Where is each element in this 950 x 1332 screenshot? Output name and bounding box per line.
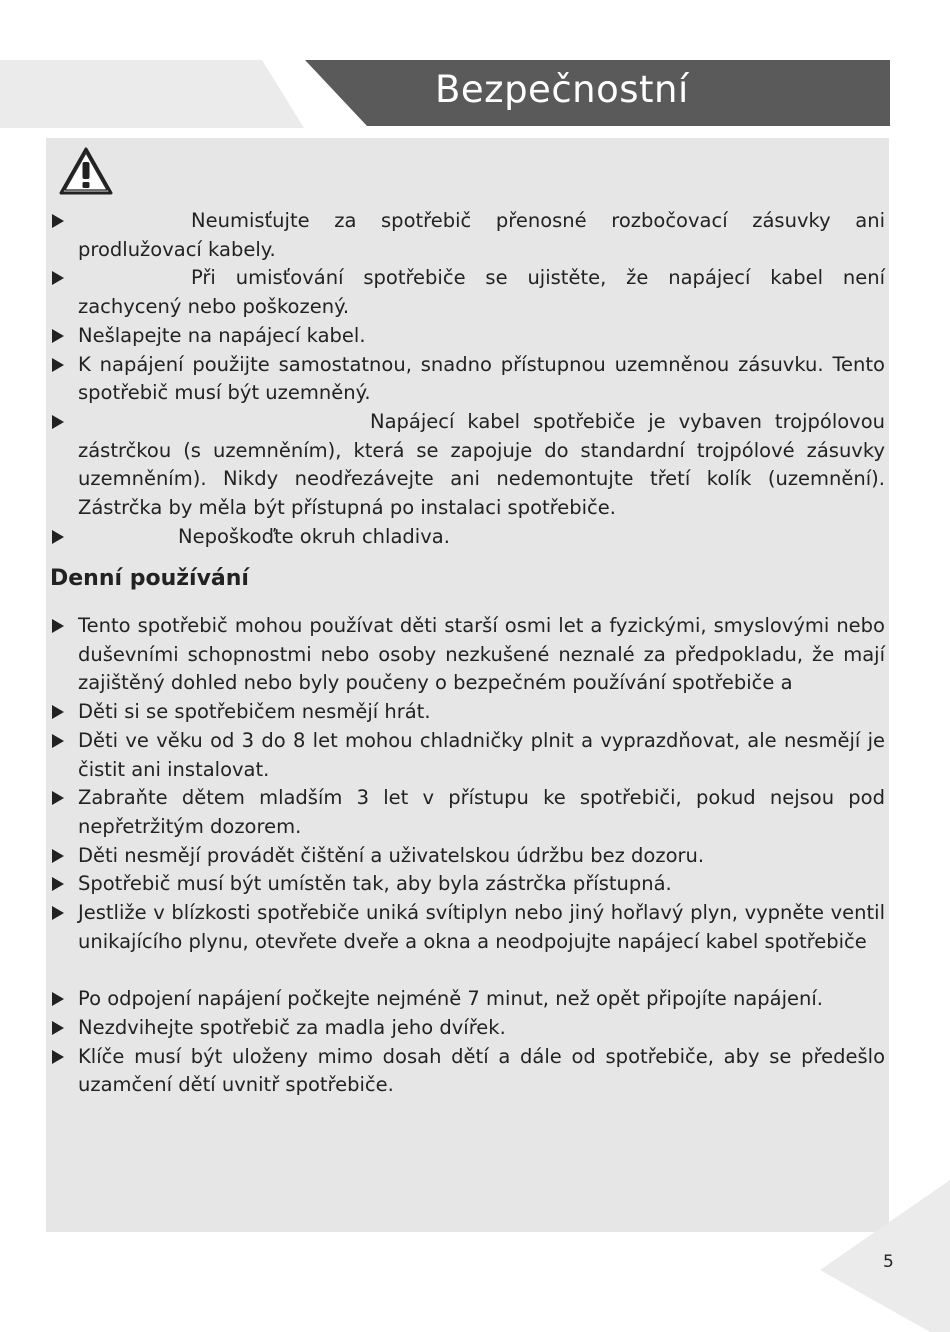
list-item-text: Při umisťování spotřebiče se ujistěte, že napájecí kabel není zachycený nebo poškozený. <box>78 266 885 319</box>
list-item <box>50 523 885 552</box>
list-item <box>50 842 885 871</box>
list-item <box>50 1014 885 1043</box>
list-item <box>50 207 885 264</box>
list-item-text: Tento spotřebič mohou používat děti starší osmi let a fyzickými, smyslovými nebo duševními schopnostmi nebo osoby nezkušené neznalé za předpokladu, že mají zajištěný dohled nebo byly poučeny o bezpečném používání spotřebiče a <box>78 614 885 695</box>
bullet-icon <box>52 329 64 343</box>
list-item <box>50 351 885 408</box>
bullet-icon <box>52 849 64 863</box>
bullet-icon <box>52 705 64 719</box>
bullet-icon <box>52 734 64 748</box>
list-item-text: Nešlapejte na napájecí kabel. <box>78 323 366 347</box>
warning-triangle-icon <box>58 145 114 197</box>
list-item <box>50 727 885 784</box>
daily-use-list <box>50 612 885 1100</box>
list-item-text: K napájení použijte samostatnou, snadno přístupnou uzemněnou zásuvku. Tento spotřebič musí být uzemněný. <box>78 352 885 405</box>
header-decoration-left <box>0 60 310 128</box>
list-item-text: Napájecí kabel spotřebiče je vybaven trojpólovou zástrčkou (s uzemněním), která se zapojuje do standardní trojpólové zásuvky uzemněním). Nikdy neodřezávejte ani nedemontujte třetí kolík (uzemnění). Zástrčka by měla být přístupná po instalaci spotřebiče. <box>78 409 885 520</box>
list-item-text: Klíče musí být uloženy mimo dosah dětí a dále od spotřebiče, aby se předešlo uzamčení dětí uvnitř spotřebiče. <box>78 1044 885 1097</box>
list-item-text: Nepoškoďte okruh chladiva. <box>178 524 450 548</box>
bullet-icon <box>52 906 64 920</box>
section-heading: Denní používání <box>50 566 249 591</box>
list-item-text: Po odpojení napájení počkejte nejméně 7 minut, než opět připojíte napájení. <box>78 987 823 1011</box>
list-item <box>50 870 885 899</box>
bullet-icon <box>52 619 64 633</box>
page-number: 5 <box>883 1252 894 1272</box>
list-item-text: Nezdvihejte spotřebič za madla jeho dvířek. <box>78 1015 506 1039</box>
list-item-text: Děti si se spotřebičem nesmějí hrát. <box>78 700 431 724</box>
list-item <box>50 698 885 727</box>
page-title: Bezpečnostní <box>435 68 689 111</box>
list-item <box>50 408 885 523</box>
corner-decoration <box>780 1180 950 1332</box>
bullet-icon <box>52 530 64 544</box>
list-item <box>50 899 885 956</box>
warning-list <box>50 207 885 551</box>
list-item-text: Spotřebič musí být umístěn tak, aby byla zástrčka přístupná. <box>78 872 672 896</box>
list-item-text: Jestliže v blízkosti spotřebiče uniká svítiplyn nebo jiný hořlavý plyn, vypněte ventil unikajícího plynu, otevřete dveře a okna a neodpojujte napájecí kabel spotřebiče <box>78 901 885 953</box>
list-item <box>50 264 885 321</box>
bullet-icon <box>52 1050 64 1064</box>
bullet-icon <box>52 214 64 228</box>
bullet-icon <box>52 791 64 805</box>
bullet-icon <box>52 992 64 1006</box>
list-item <box>50 612 885 698</box>
bullet-icon <box>52 271 64 285</box>
list-item <box>50 322 885 351</box>
list-item-text: Děti nesmějí provádět čištění a uživatelskou údržbu bez dozoru. <box>78 843 705 867</box>
bullet-icon <box>52 358 64 372</box>
list-item <box>50 1043 885 1100</box>
bullet-icon <box>52 877 64 891</box>
list-item <box>50 784 885 841</box>
bullet-icon <box>52 415 64 429</box>
list-item-text: Neumisťujte za spotřebič přenosné rozbočovací zásuvky ani prodlužovací kabely. <box>78 209 885 261</box>
list-item-text: Děti ve věku od 3 do 8 let mohou chladničky plnit a vyprazdňovat, ale nesmějí je čistit ani instalovat. <box>78 728 885 781</box>
list-item <box>50 985 885 1014</box>
bullet-icon <box>52 1021 64 1035</box>
list-item-text: Zabraňte dětem mladším 3 let v přístupu ke spotřebiči, pokud nejsou pod nepřetržitým dozorem. <box>78 786 885 838</box>
